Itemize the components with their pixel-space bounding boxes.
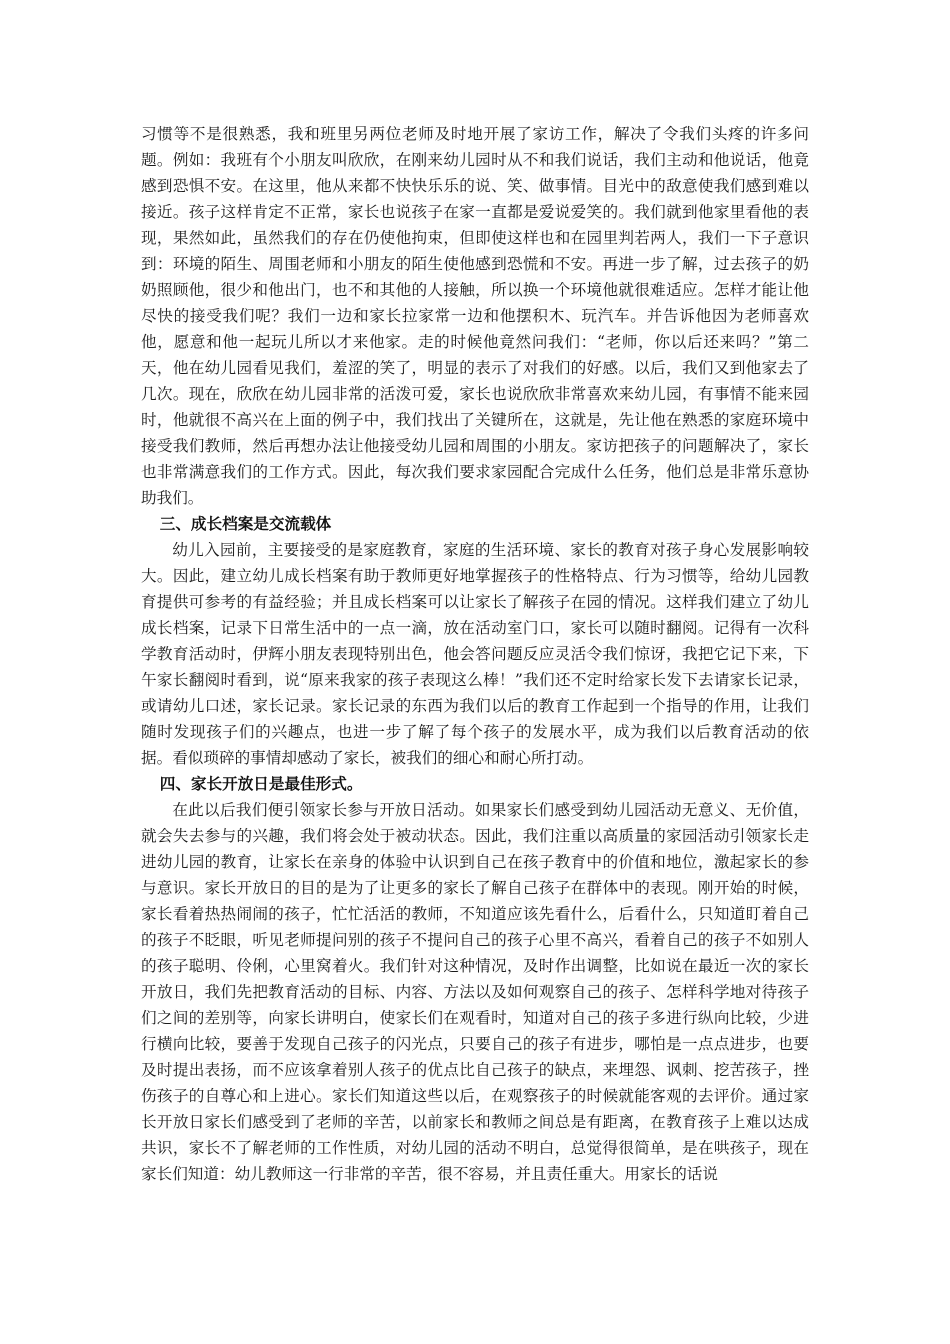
paragraph-open-day: 在此以后我们便引领家长参与开放日活动。如果家长们感受到幼儿园活动无意义、无价值，就会失去参与的兴趣，我们将会处于被动状态。因此，我们注重以高质量的家园活动引领家长走进幼儿园的教育，让家长在亲身的体验中认识到自己在孩子教育中的价值和地位，激起家长的参与意识。家长开放日的目的是为了让更多的家长了解自己孩子在群体中的表现。刚开始的时候，家长看着热热闹闹的孩子，忙忙活活的教师，不知道应该先看什么，后看什么，只知道盯着自己的孩子不眨眼，听见老师提问别的孩子不提问自己的孩子心里不高兴，看着自己的孩子不如别人的孩子聪明、伶俐，心里窝着火。我们针对这种情况，及时作出调整，比如说在最近一次的家长开放日，我们先把教育活动的目标、内容、方法以及如何观察自己的孩子、怎样科学地对待孩子们之间的差别等，向家长讲明白，使家长们在观看时，知道对自己的孩子多进行纵向比较，少进行横向比较，要善于发现自己孩子的闪光点，只要自己的孩子有进步，哪怕是一点点进步，也要及时提出表扬，而不应该拿着别人孩子的优点比自己孩子的缺点，来埋怨、讽刺、挖苦孩子，挫伤孩子的自尊心和上进心。家长们知道这些以后，在观察孩子的时候就能客观的去评价。通过家长开放日家长们感受到了老师的辛苦，以前家长和教师之间总是有距离，在教育孩子上难以达成共识，家长不了解老师的工作性质，对幼儿园的活动不明白，总觉得很简单，是在哄孩子，现在家长们知道：幼儿教师这一行非常的辛苦，很不容易，并且责任重大。用家长的话说: [141, 801, 809, 1183]
paragraph-home-visit: 习惯等不是很熟悉，我和班里另两位老师及时地开展了家访工作，解决了令我们头疼的许多问题。例如：我班有个小朋友叫欣欣，在刚来幼儿园时从不和我们说话，我们主动和他说话，他竟感到恐惧不安。在这里，他从来都不快快乐乐的说、笑、做事情。目光中的敌意使我们感到难以接近。孩子这样肯定不正常，家长也说孩子在家一直都是爱说爱笑的。我们就到他家里看他的表现，果然如此，虽然我们的存在仍使他拘束，但即使这样也和在园里判若两人，我们一下子意识到：环境的陌生、周围老师和小朋友的陌生使他感到恐慌和不安。再进一步了解，过去孩子的奶奶照顾他，很少和他出门，也不和其他的人接触，所以换一个环境他就很难适应。怎样才能让他尽快的接受我们呢？我们一边和家长拉家常一边和他摆积木、玩汽车。并告诉他因为老师喜欢他，愿意和他一起玩儿所以才来他家。走的时候他竟然问我们：“老师，你以后还来吗？”第二天，他在幼儿园看见我们，羞涩的笑了，明显的表示了对我们的好感。以后，我们又到他家去了几次。现在，欣欣在幼儿园非常的活泼可爱，家长也说欣欣非常喜欢来幼儿园，有事情不能来园时，他就很不高兴在上面的例子中，我们找出了关键所在，这就是，先让他在熟悉的家庭环境中接受我们教师，然后再想办法让他接受幼儿园和周围的小朋友。家访把孩子的问题解决了，家长也非常满意我们的工作方式。因此，每次我们要求家园配合完成什么任务，他们总是非常乐意协助我们。: [141, 125, 809, 507]
section-heading-growth-archive: 三、成长档案是交流载体: [159, 515, 332, 533]
document-body: [141, 121, 809, 1187]
paragraph-growth-archive: 幼儿入园前，主要接受的是家庭教育，家庭的生活环境、家长的教育对孩子身心发展影响较大。因此，建立幼儿成长档案有助于教师更好地掌握孩子的性格特点、行为习惯等，给幼儿园教育提供可参考的有益经验；并且成长档案可以让家长了解孩子在园的情况。这样我们建立了幼儿成长档案，记录下日常生活中的一点一滴，放在活动室门口，家长可以随时翻阅。记得有一次科学教育活动时，伊辉小朋友表现特别出色，他会答问题反应灵活令我们惊讶，我把它记下来，下午家长翻阅时看到，说“原来我家的孩子表现这么棒！”我们还不定时给家长发下去请家长记录，或请幼儿口述，家长记录。家长记录的东西为我们以后的教育工作起到一个指导的作用，让我们随时发现孩子们的兴趣点，也进一步了解了每个孩子的发展水平，成为我们以后教育活动的依据。看似琐碎的事情却感动了家长，被我们的细心和耐心所打动。: [141, 541, 809, 767]
section-heading-open-day: 四、家长开放日是最佳形式。: [159, 775, 363, 793]
